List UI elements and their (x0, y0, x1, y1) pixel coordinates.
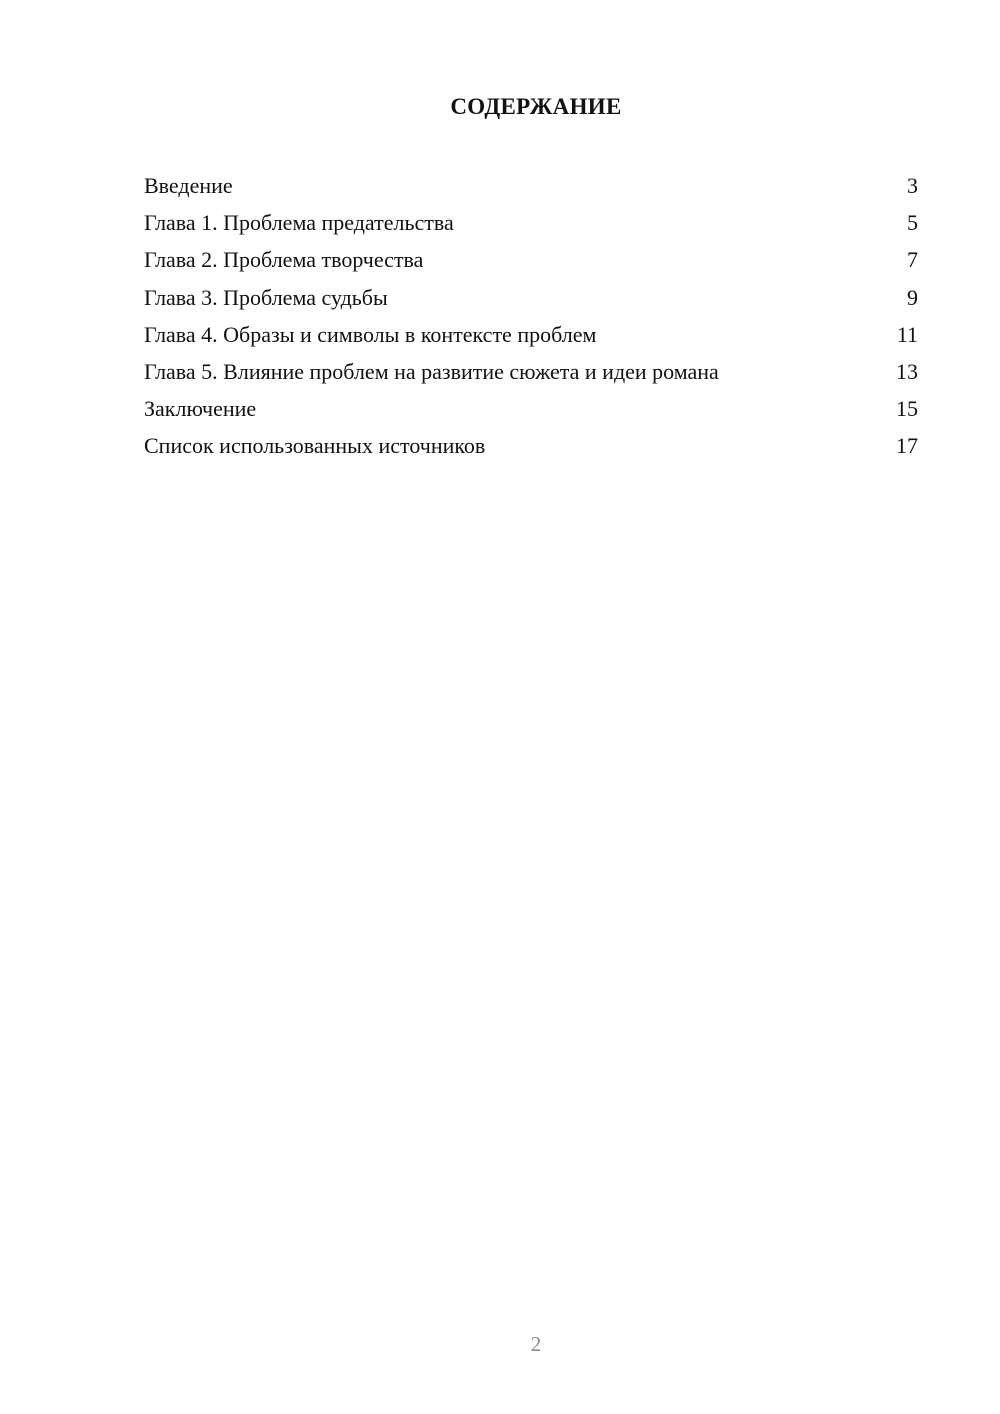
toc-entry-title: Заключение (144, 396, 257, 422)
toc-entry-chapter-2 (144, 241, 918, 278)
toc-entry-page: 9 (907, 284, 918, 310)
toc-entry-page: 17 (896, 433, 918, 459)
toc-entry-page: 11 (896, 321, 918, 347)
page-number: 2 (530, 1332, 542, 1356)
toc-entry-chapter-4 (144, 316, 918, 353)
toc-entry-title: Глава 2. Проблема творчества (144, 247, 424, 273)
table-of-contents (144, 167, 918, 465)
toc-entry-title: Глава 1. Проблема предательства (144, 210, 454, 236)
toc-entry-title: Введение (144, 173, 233, 198)
toc-entry-chapter-5 (144, 353, 918, 390)
toc-entry-chapter-1 (144, 204, 918, 241)
toc-entry-introduction (144, 167, 918, 204)
toc-entry-title: Глава 4. Образы и символы в контексте проблем (144, 321, 597, 347)
toc-entry-page: 13 (896, 358, 918, 384)
toc-entry-references (144, 427, 918, 464)
toc-entry-page: 7 (907, 247, 918, 273)
page-title: СОДЕРЖАНИЕ (450, 94, 622, 119)
toc-entry-chapter-3 (144, 279, 918, 316)
toc-entry-page: 15 (896, 396, 918, 422)
toc-entry-title: Список использованных источников (144, 433, 486, 459)
toc-entry-title: Глава 3. Проблема судьбы (144, 284, 388, 310)
toc-entry-conclusion (144, 390, 918, 427)
toc-entry-page: 5 (907, 210, 918, 236)
toc-entry-page: 3 (907, 173, 918, 198)
toc-entry-title: Глава 5. Влияние проблем на развитие сюжета и идеи романа (144, 358, 719, 384)
